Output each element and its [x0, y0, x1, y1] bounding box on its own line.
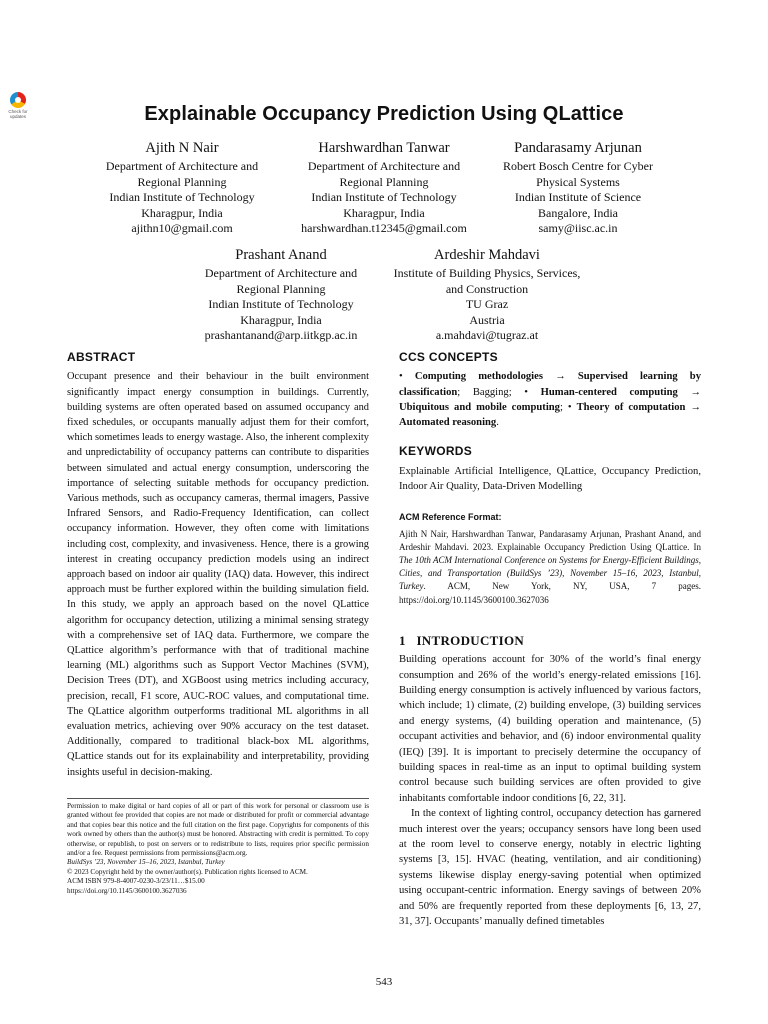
ccs-bullet: • [567, 401, 577, 413]
author-name: Ardeshir Mahdavi [434, 247, 540, 263]
author-affiliation: Regional Planning [339, 174, 429, 189]
author-email: harshwardhan.t12345@gmail.com [301, 221, 467, 236]
ccs-heading: CCS CONCEPTS [399, 350, 498, 364]
author-affiliation: Kharagpur, India [141, 205, 223, 220]
author-email: a.mahdavi@tugraz.at [435, 328, 539, 343]
acm-reference-heading: ACM Reference Format: [399, 512, 502, 523]
author-block [373, 246, 601, 344]
author-affiliation: Kharagpur, India [240, 312, 322, 327]
paper-title: Explainable Occupancy Prediction Using QLattice [144, 103, 624, 125]
author-affiliation: Department of Architecture and [204, 266, 358, 280]
author-affiliation: TU Graz [465, 297, 509, 312]
author-affiliation: Indian Institute of Technology [109, 190, 255, 205]
author-block [68, 139, 296, 237]
ccs-bullet: • [524, 386, 541, 398]
author-name: Harshwardhan Tanwar [318, 140, 450, 156]
keywords-heading: KEYWORDS [399, 444, 473, 459]
keywords-text: Explainable Artificial Intelligence, QLattice, Occupancy Prediction, Indoor Air Quality, Data-Driven Modelling [399, 465, 701, 493]
page-number: 543 [375, 976, 393, 988]
intro-paragraph: In the context of lighting control, occupancy detection has garnered much interest over the years; occupancy sensors have long been used at the room level to conserve energy, notably in electric lighting systems [3, 15]. HVAC (heating, ventilation, and air conditioning) systems likewise display energy-saving potential when optimized using occupant-centric information. Energy savings of between 20% and 50% are frequently reported from these deployments [6, 13, 27, 31, 37]. Occupants’ manually defined timetables [399, 808, 701, 928]
intro-paragraph: Building operations account for 30% of the world’s final energy consumption and 26% of the world’s energy-related emissions [16]. Building energy consumption is actively influenced by various factors, which include; 1) climate, (2) building envelope, (3) building services and energy systems, (4) building operation and maintenance, (5) occupant activities and behavior, and (6) indoor environmental quality (IEQ) [39]. It is important to precisely determine the occupancy of building spaces in real-time as an input to optimal building system control because such building services are often provided to give inhabitants comfortable indoor conditions [6, 22, 31]. [399, 654, 701, 804]
author-affiliation: Indian Institute of Technology [208, 297, 354, 312]
author-affiliation: Department of Architecture and [307, 159, 461, 173]
right-column [399, 350, 701, 930]
author-email: prashantanand@arp.iitkgp.ac.in [204, 328, 358, 343]
author-affiliation: Bangalore, India [538, 205, 618, 220]
author-email: samy@iisc.ac.in [538, 221, 618, 236]
author-email: ajithn10@gmail.com [131, 221, 233, 236]
permission-notice: Permission to make digital or hard copies of all or part of this work for personal or classroom use is granted without fee provided that copies are not made or distributed for profit or commercial advantage and that copies bear this notice and the full citation on the first page. Copyrights for components of this work owned by others than the author(s) must be honored. Abstracting with credit is permitted. To copy otherwise, or republish, to post on servers or to redistribute to lists, requires prior specific permission and/or a fee. Request permissions from permissions@acm.org. [67, 802, 369, 858]
abstract-heading: ABSTRACT [67, 350, 136, 364]
author-affiliation: and Construction [445, 281, 529, 296]
doi-link[interactable]: https://doi.org/10.1145/3600100.3627036 [67, 886, 187, 895]
author-name: Prashant Anand [235, 247, 327, 263]
author-affiliation: Regional Planning [236, 281, 326, 296]
author-block [464, 139, 692, 237]
author-affiliation: Austria [469, 312, 505, 327]
acm-reference-text: Ajith N Nair, Harshwardhan Tanwar, Pandarasamy Arjunan, Prashant Anand, and Ardeshir Mahdavi. 2023. Explainable Occupancy Prediction Using QLattice. In The 10th ACM International Conference on Systems for Energy-Efficient Buildings, Cities, and Transportation (BuildSys ’23), November 15–16, 2023, Istanbul, Turkey. ACM, New York, NY, USA, 7 pages. https://doi.org/10.1145/3600100.3627036 [399, 528, 701, 605]
ccs-bullet: • [399, 371, 415, 383]
copyright-footnote [67, 798, 369, 896]
copyright-line: © 2023 Copyright held by the owner/author(s). Publication rights licensed to ACM. [67, 867, 308, 876]
author-name: Pandarasamy Arjunan [514, 140, 642, 156]
author-affiliation: Physical Systems [536, 174, 620, 189]
author-name: Ajith N Nair [145, 140, 219, 156]
author-affiliation: Robert Bosch Centre for Cyber [503, 159, 653, 173]
introduction-heading: 1 INTRODUCTION [399, 632, 525, 648]
isbn-line: ACM ISBN 979-8-4007-0230-3/23/11…$15.00 [67, 877, 205, 886]
author-affiliation: Institute of Building Physics, Services, [393, 266, 581, 280]
ccs-concepts: • Computing methodologies → Supervised learning by classification; Bagging; • Human-centered computing → Ubiquitous and mobile computing; • Theory of computation → Automated reasoning. [399, 371, 702, 429]
abstract-text: Occupant presence and their behaviour in the built environment significantly impact energy consumption in buildings. Currently, building systems are often operated based on assumed occupancy and fixed schedules, or occupants manually adjust them for their comfort, which sometimes leads to energy wastage. Also, the inherent complexity and unpredictability of occupancy patterns can contribute to disparities between simulated and actual energy consumption, underscoring the importance of selecting suitable methods for occupancy prediction. Various methods, such as occupancy cameras, thermal imagers, Passive Infrared Sensors, and Radio-Frequency Identification, can collect occupancy information. However, they often come with limitations including cost, complexity, and invasiveness. Hence, there is a growing interest in creating occupancy prediction models using an indirect approach based on indoor air quality (IAQ) data. However, this indirect approach must be further explored within the building simulation field. In this study, we apply an approach based on the novel QLattice algorithm for occupancy detection, utilizing a minimal sensing strategy with a comprehensive set of IAQ data. Furthermore, we compare the QLattice algorithm’s performance with that of traditional machine learning (ML) algorithms such as Support Vector Machines (SVM), Decision Trees (DT), and XGBoost using metrics including accuracy, precision, recall, F1 score, AUC-ROC values, and computational time. The QLattice algorithm outperforms traditional ML algorithms in all evaluation metrics, achieving over 90% accuracy on the test dataset. Additionally, compared to traditional black-box ML algorithms, QLattice stands out for its explainability and interpretability, providing insights useful in decision-making. [67, 371, 369, 778]
author-affiliation: Regional Planning [137, 174, 227, 189]
badge-label: Check for updates [8, 109, 28, 119]
left-column [67, 350, 369, 780]
author-affiliation: Indian Institute of Science [514, 190, 642, 205]
author-block [167, 246, 395, 344]
venue-line: BuildSys ’23, November 15–16, 2023, Istanbul, Turkey [67, 858, 225, 867]
author-affiliation: Indian Institute of Technology [311, 190, 457, 205]
author-affiliation: Kharagpur, India [343, 205, 425, 220]
author-affiliation: Department of Architecture and [105, 159, 259, 173]
